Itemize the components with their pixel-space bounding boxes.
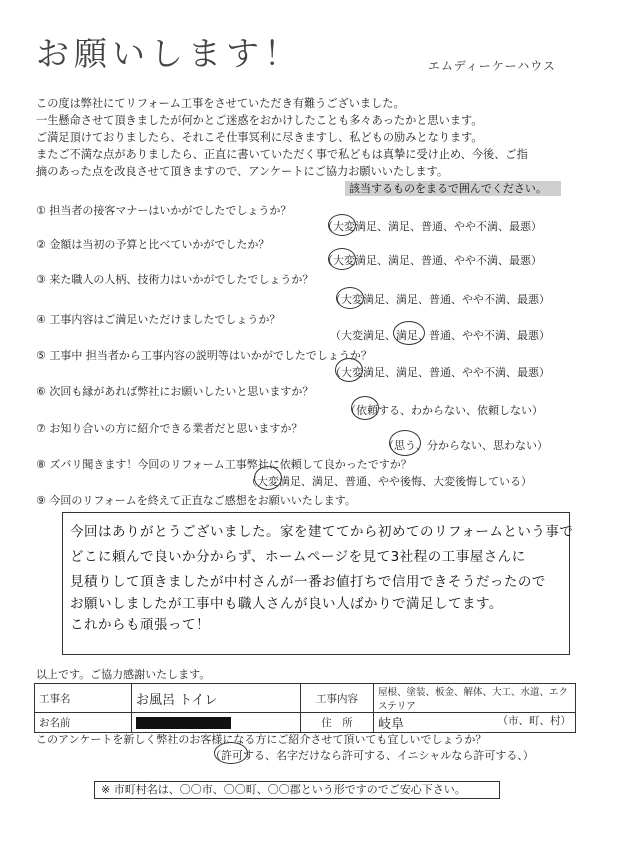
comment-line: お願いしましたが工事中も職人さんが良い人ばかりで満足してます。 xyxy=(70,596,503,612)
question-4-options: （大変満足、満足、普通、やや不満、最悪） xyxy=(330,329,550,342)
intro-line: またご不満な点がありましたら、正直に書いていただく事で私どもは真摯に受け止め、今後、ご指 xyxy=(36,148,528,161)
permission-options: （許可する、名字だけなら許可する、イニシャルなら許可する、） xyxy=(210,749,534,762)
question-2-options: （大変満足、満足、普通、やや不満、最悪） xyxy=(322,254,542,267)
work-name-value: お風呂 トイレ xyxy=(132,684,301,713)
question-6-options: （依頼する、わからない、依頼しない） xyxy=(345,404,543,417)
comment-line: 見積りして頂きましたが中村さんが一番お値打ちで信用できそうだったので xyxy=(70,574,546,590)
address-label: 住 所 xyxy=(301,713,374,733)
intro-line: 摘のあった点を改良させて頂きますので、アンケートにご協力お願いいたします。 xyxy=(36,165,449,178)
answer-circle xyxy=(328,248,356,270)
question-8: ⑧ ズバリ聞きます！今回のリフォーム工事弊社に依頼して良かったですか？ xyxy=(36,458,412,471)
name-label: お名前 xyxy=(35,713,132,733)
question-6: ⑥ 次回も縁があれば弊社にお願いしたいと思いますか？ xyxy=(36,385,314,398)
work-content-options: 屋根、塗装、板金、解体、大工、水道、エクステリア xyxy=(374,684,576,713)
question-2: ② 金額は当初の予算と比べていかがでしたか？ xyxy=(36,238,270,251)
name-value xyxy=(132,713,301,733)
intro-line: この度は弊社にてリフォーム工事をさせていただき有難うございました。 xyxy=(36,97,405,110)
info-table xyxy=(34,683,576,733)
answer-circle xyxy=(389,430,421,456)
answer-circle xyxy=(351,396,379,420)
thanks-text: 以上です。ご協力感謝いたします。 xyxy=(36,668,211,681)
question-1-options: （大変満足、満足、普通、やや不満、最悪） xyxy=(322,220,542,233)
question-1: ① 担当者の接客マナーはいかがでしたでしょうか？ xyxy=(36,204,292,217)
comment-line: これからも頑張って！ xyxy=(70,617,210,633)
question-3-options: （大変満足、満足、普通、やや不満、最悪） xyxy=(330,293,550,306)
work-content-label: 工事内容 xyxy=(301,684,374,713)
question-9: ⑨ 今回のリフォームを終えて正直なご感想をお願いいたします。 xyxy=(36,494,356,507)
comment-line: 今回はありがとうございました。家を建ててから初めてのリフォームという事で xyxy=(70,524,574,540)
answer-circle xyxy=(335,358,363,382)
address-options: （市、町、村） xyxy=(497,715,571,727)
question-3: ③ 来た職人の人柄、技術力はいかがでしたでしょうか？ xyxy=(36,273,314,286)
question-5-options: （大変満足、満足、普通、やや不満、最悪） xyxy=(330,366,550,379)
address-cell xyxy=(374,713,576,733)
answer-circle xyxy=(393,321,425,345)
address-value: 岐阜 xyxy=(378,717,405,732)
page-title: お願いします！ xyxy=(36,34,302,73)
question-4: ④ 工事内容はご満足いただけましたでしょうか？ xyxy=(36,313,281,326)
question-7: ⑦ お知り合いの方に紹介できる業者だと思いますか？ xyxy=(36,422,303,435)
privacy-note: ※ 市町村名は、〇〇市、〇〇町、〇〇郡という形ですのでご安心下さい。 xyxy=(94,781,500,799)
question-7-options: （思う、分からない、思わない） xyxy=(383,439,548,452)
comment-line: どこに頼んで良いか分からず、ホームページを見て3社程の工事屋さんに xyxy=(70,549,526,565)
company-name: エムディーケーハウス xyxy=(428,59,556,73)
question-5: ⑤ 工事中 担当者から工事内容の説明等はいかがでしたでしょうか？ xyxy=(36,349,372,362)
intro-line: ご満足頂けておりましたら、それこそ仕事冥利に尽きますし、私どもの励みとなります。 xyxy=(36,131,483,144)
instruction-banner: 該当するものをまるで囲んでください。 xyxy=(345,181,561,196)
answer-circle xyxy=(254,466,282,490)
work-name-label: 工事名 xyxy=(35,684,132,713)
answer-circle xyxy=(336,287,364,309)
answer-circle xyxy=(214,742,248,764)
redacted-name xyxy=(136,717,231,729)
intro-line: 一生懸命させて頂きましたが何かとご迷惑をおかけしたことも多々あったかと思います。 xyxy=(36,114,483,127)
question-8-options: （大変満足、満足、普通、やや後悔、大変後悔している） xyxy=(246,475,532,488)
answer-circle xyxy=(328,214,356,236)
permission-question: このアンケートを新しく弊社のお客様になる方にご紹介させて頂いても宜しいでしょうか？ xyxy=(36,733,487,746)
